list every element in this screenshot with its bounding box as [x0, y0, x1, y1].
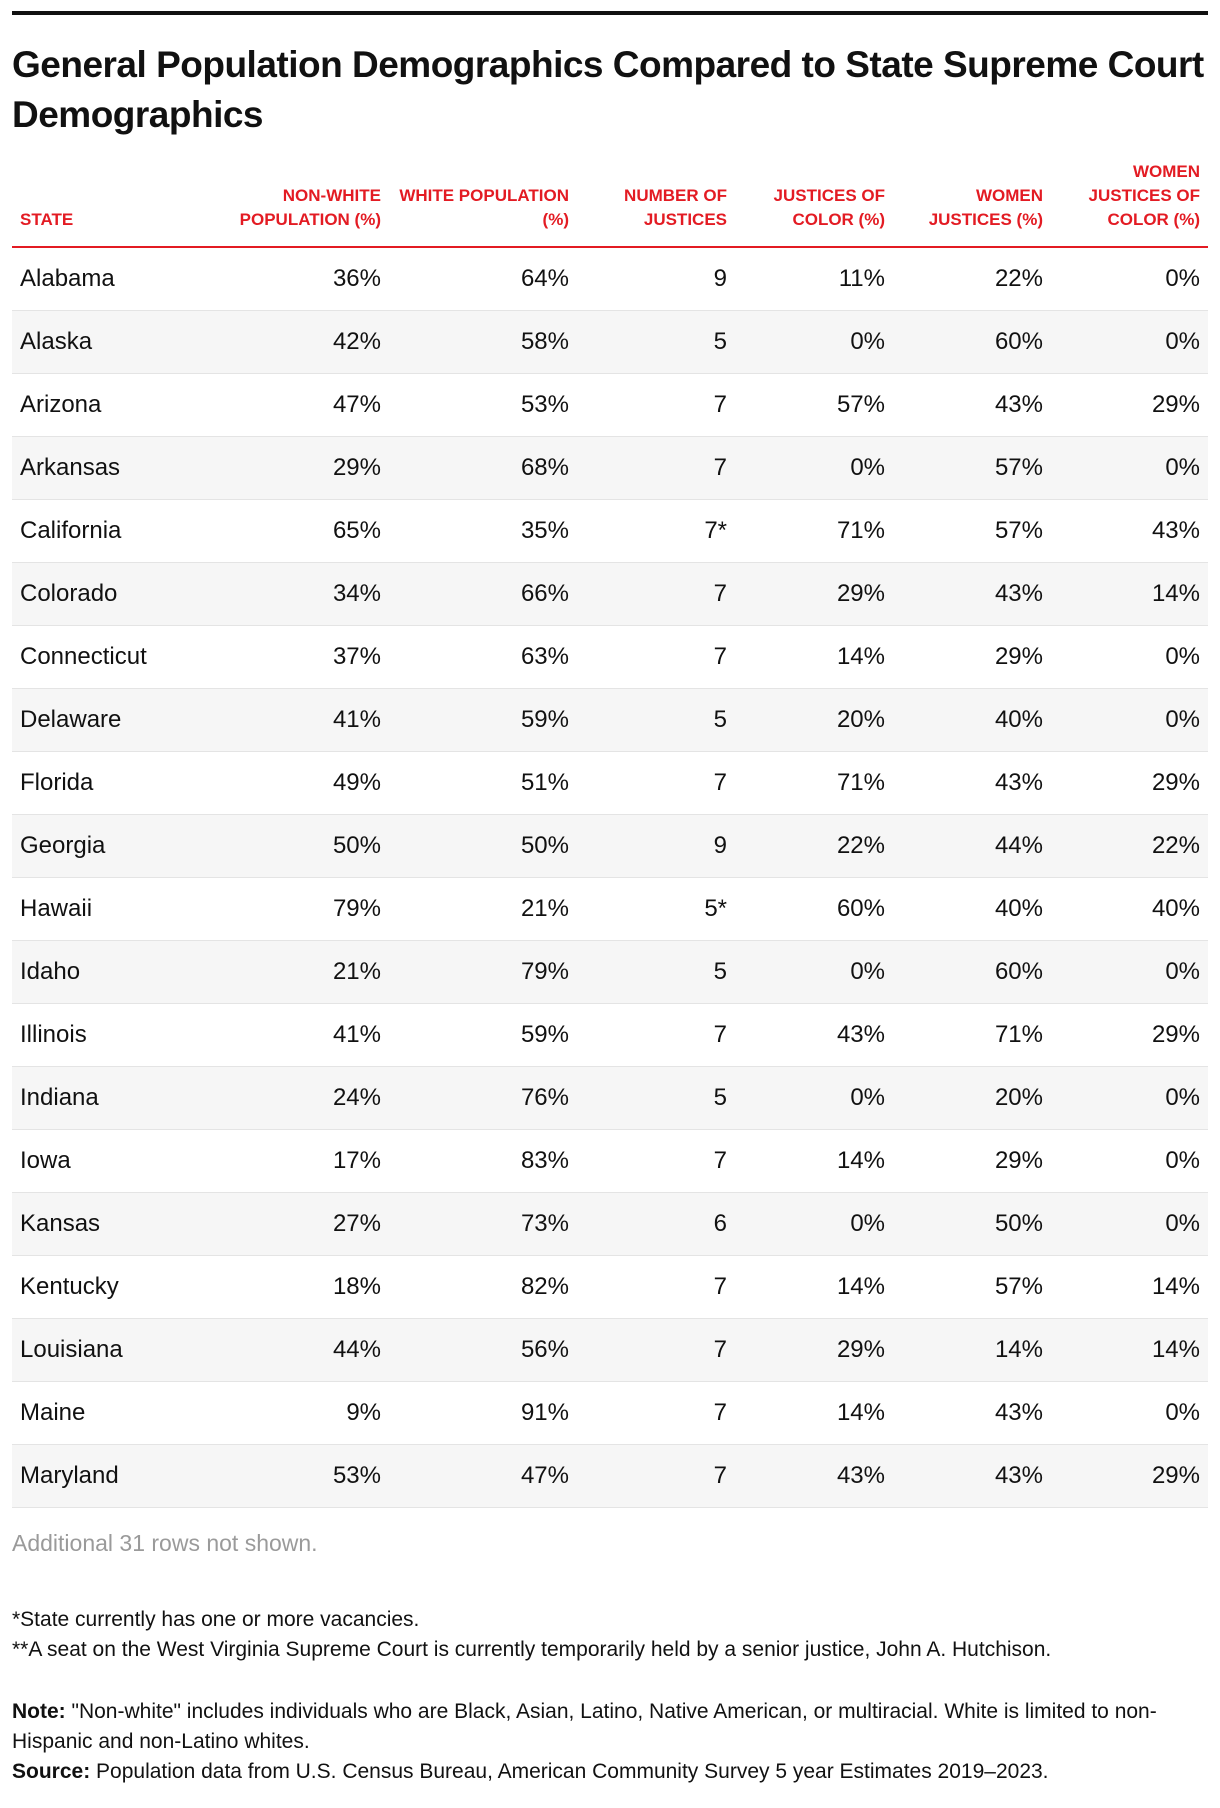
column-header-state[interactable]: STATE — [12, 160, 202, 247]
note — [12, 1697, 1208, 1757]
cell-white: 82% — [389, 1256, 577, 1319]
cell-white: 53% — [389, 374, 577, 437]
table-row — [12, 1193, 1208, 1256]
cell-non-white: 50% — [202, 815, 389, 878]
source-text: Population data from U.S. Census Bureau, American Community Survey 5 year Estimates 2019–2023. — [90, 1760, 1049, 1783]
cell-women-justices: 43% — [893, 563, 1051, 626]
cell-number-of-justices: 5* — [577, 878, 735, 941]
cell-non-white: 65% — [202, 500, 389, 563]
table-row — [12, 1004, 1208, 1067]
cell-justices-of-color: 0% — [735, 311, 893, 374]
cell-women-justices-of-color: 0% — [1051, 1067, 1208, 1130]
cell-women-justices: 44% — [893, 815, 1051, 878]
cell-women-justices: 20% — [893, 1067, 1051, 1130]
cell-non-white: 41% — [202, 689, 389, 752]
cell-women-justices: 43% — [893, 1445, 1051, 1508]
table-row — [12, 941, 1208, 1004]
table-row — [12, 437, 1208, 500]
cell-justices-of-color: 22% — [735, 815, 893, 878]
cell-state: Connecticut — [12, 626, 202, 689]
table-row — [12, 626, 1208, 689]
cell-women-justices: 40% — [893, 689, 1051, 752]
additional-rows-note: Additional 31 rows not shown. — [12, 1530, 318, 1556]
demographics-table — [12, 160, 1208, 1508]
cell-non-white: 27% — [202, 1193, 389, 1256]
table-row — [12, 1067, 1208, 1130]
cell-non-white: 49% — [202, 752, 389, 815]
cell-number-of-justices: 5 — [577, 1067, 735, 1130]
cell-women-justices: 43% — [893, 752, 1051, 815]
cell-white: 59% — [389, 689, 577, 752]
cell-women-justices-of-color: 14% — [1051, 1319, 1208, 1382]
cell-women-justices: 57% — [893, 1256, 1051, 1319]
cell-women-justices: 57% — [893, 500, 1051, 563]
cell-women-justices: 57% — [893, 437, 1051, 500]
cell-women-justices-of-color: 0% — [1051, 626, 1208, 689]
footnotes — [12, 1605, 1208, 1665]
cell-women-justices: 71% — [893, 1004, 1051, 1067]
cell-justices-of-color: 0% — [735, 941, 893, 1004]
cell-white: 21% — [389, 878, 577, 941]
cell-white: 59% — [389, 1004, 577, 1067]
cell-women-justices: 50% — [893, 1193, 1051, 1256]
cell-state: Maryland — [12, 1445, 202, 1508]
table-row — [12, 500, 1208, 563]
cell-women-justices: 29% — [893, 1130, 1051, 1193]
cell-white: 56% — [389, 1319, 577, 1382]
cell-women-justices-of-color: 22% — [1051, 815, 1208, 878]
cell-white: 47% — [389, 1445, 577, 1508]
cell-number-of-justices: 7 — [577, 1319, 735, 1382]
table-row — [12, 878, 1208, 941]
cell-justices-of-color: 14% — [735, 1130, 893, 1193]
cell-women-justices: 60% — [893, 311, 1051, 374]
cell-women-justices: 43% — [893, 374, 1051, 437]
column-header-women-justices-of-color[interactable]: WOMEN JUSTICES OF COLOR (%) — [1051, 160, 1208, 247]
cell-number-of-justices: 7 — [577, 374, 735, 437]
cell-white: 76% — [389, 1067, 577, 1130]
cell-number-of-justices: 5 — [577, 311, 735, 374]
cell-women-justices-of-color: 29% — [1051, 752, 1208, 815]
cell-women-justices: 60% — [893, 941, 1051, 1004]
cell-women-justices: 43% — [893, 1382, 1051, 1445]
cell-white: 68% — [389, 437, 577, 500]
cell-number-of-justices: 7 — [577, 1130, 735, 1193]
cell-state: Delaware — [12, 689, 202, 752]
cell-justices-of-color: 0% — [735, 1067, 893, 1130]
cell-white: 64% — [389, 247, 577, 311]
column-header-white[interactable]: WHITE POPULATION (%) — [389, 160, 577, 247]
cell-state: Alaska — [12, 311, 202, 374]
cell-women-justices: 40% — [893, 878, 1051, 941]
cell-women-justices-of-color: 0% — [1051, 1130, 1208, 1193]
cell-non-white: 9% — [202, 1382, 389, 1445]
table-row — [12, 1382, 1208, 1445]
cell-white: 58% — [389, 311, 577, 374]
cell-number-of-justices: 7 — [577, 626, 735, 689]
cell-women-justices-of-color: 0% — [1051, 311, 1208, 374]
cell-women-justices: 29% — [893, 626, 1051, 689]
cell-state: Arizona — [12, 374, 202, 437]
note-text: "Non-white" includes individuals who are Black, Asian, Latino, Native American, or multiracial. White is limited to non-Hispanic and non-Latino whites. — [12, 1700, 1157, 1753]
cell-white: 51% — [389, 752, 577, 815]
cell-number-of-justices: 5 — [577, 689, 735, 752]
cell-non-white: 17% — [202, 1130, 389, 1193]
cell-justices-of-color: 29% — [735, 563, 893, 626]
cell-women-justices-of-color: 0% — [1051, 437, 1208, 500]
cell-justices-of-color: 43% — [735, 1445, 893, 1508]
cell-state: Arkansas — [12, 437, 202, 500]
note-label: Note: — [12, 1700, 66, 1723]
table-row — [12, 1445, 1208, 1508]
cell-white: 66% — [389, 563, 577, 626]
cell-state: Colorado — [12, 563, 202, 626]
cell-state: Florida — [12, 752, 202, 815]
cell-women-justices-of-color: 0% — [1051, 689, 1208, 752]
source — [12, 1757, 1208, 1787]
cell-number-of-justices: 7 — [577, 1256, 735, 1319]
table-row — [12, 1319, 1208, 1382]
table-header-row — [12, 160, 1208, 247]
column-header-non-white[interactable]: NON-WHITE POPULATION (%) — [202, 160, 389, 247]
cell-justices-of-color: 14% — [735, 626, 893, 689]
page-title: General Population Demographics Compared to State Supreme Court Demographics — [12, 44, 1204, 135]
table-row — [12, 563, 1208, 626]
cell-non-white: 29% — [202, 437, 389, 500]
cell-women-justices-of-color: 29% — [1051, 374, 1208, 437]
cell-women-justices-of-color: 43% — [1051, 500, 1208, 563]
footnote-west-virginia: **A seat on the West Virginia Supreme Court is currently temporarily held by a senior justice, John A. Hutchison. — [12, 1638, 1052, 1661]
table-row — [12, 689, 1208, 752]
table-row — [12, 1256, 1208, 1319]
cell-number-of-justices: 7 — [577, 437, 735, 500]
cell-women-justices-of-color: 0% — [1051, 1382, 1208, 1445]
table-row — [12, 752, 1208, 815]
cell-women-justices-of-color: 0% — [1051, 1193, 1208, 1256]
cell-non-white: 34% — [202, 563, 389, 626]
cell-women-justices-of-color: 0% — [1051, 247, 1208, 311]
cell-justices-of-color: 71% — [735, 752, 893, 815]
cell-non-white: 21% — [202, 941, 389, 1004]
table-row — [12, 374, 1208, 437]
cell-non-white: 44% — [202, 1319, 389, 1382]
cell-state: Kentucky — [12, 1256, 202, 1319]
cell-women-justices-of-color: 29% — [1051, 1445, 1208, 1508]
cell-justices-of-color: 43% — [735, 1004, 893, 1067]
cell-women-justices: 22% — [893, 247, 1051, 311]
cell-white: 91% — [389, 1382, 577, 1445]
cell-justices-of-color: 0% — [735, 437, 893, 500]
cell-state: Kansas — [12, 1193, 202, 1256]
cell-non-white: 42% — [202, 311, 389, 374]
cell-non-white: 18% — [202, 1256, 389, 1319]
cell-state: Indiana — [12, 1067, 202, 1130]
cell-women-justices-of-color: 14% — [1051, 1256, 1208, 1319]
cell-number-of-justices: 7* — [577, 500, 735, 563]
cell-state: Idaho — [12, 941, 202, 1004]
cell-number-of-justices: 7 — [577, 1004, 735, 1067]
table-row — [12, 247, 1208, 311]
cell-number-of-justices: 5 — [577, 941, 735, 1004]
cell-state: Georgia — [12, 815, 202, 878]
cell-justices-of-color: 57% — [735, 374, 893, 437]
cell-non-white: 24% — [202, 1067, 389, 1130]
cell-state: Maine — [12, 1382, 202, 1445]
cell-number-of-justices: 7 — [577, 1445, 735, 1508]
cell-state: Illinois — [12, 1004, 202, 1067]
column-header-justices-of-color[interactable]: JUSTICES OF COLOR (%) — [735, 160, 893, 247]
cell-non-white: 36% — [202, 247, 389, 311]
cell-women-justices-of-color: 14% — [1051, 563, 1208, 626]
cell-state: Louisiana — [12, 1319, 202, 1382]
cell-white: 73% — [389, 1193, 577, 1256]
cell-white: 79% — [389, 941, 577, 1004]
table-row — [12, 1130, 1208, 1193]
top-rule — [12, 11, 1208, 15]
cell-state: Alabama — [12, 247, 202, 311]
column-header-women-justices[interactable]: WOMEN JUSTICES (%) — [893, 160, 1051, 247]
cell-state: Iowa — [12, 1130, 202, 1193]
cell-justices-of-color: 71% — [735, 500, 893, 563]
cell-white: 50% — [389, 815, 577, 878]
cell-women-justices: 14% — [893, 1319, 1051, 1382]
cell-number-of-justices: 6 — [577, 1193, 735, 1256]
cell-non-white: 47% — [202, 374, 389, 437]
cell-number-of-justices: 7 — [577, 1382, 735, 1445]
cell-white: 63% — [389, 626, 577, 689]
cell-non-white: 53% — [202, 1445, 389, 1508]
cell-state: California — [12, 500, 202, 563]
cell-women-justices-of-color: 0% — [1051, 941, 1208, 1004]
cell-non-white: 79% — [202, 878, 389, 941]
cell-white: 35% — [389, 500, 577, 563]
cell-non-white: 37% — [202, 626, 389, 689]
cell-number-of-justices: 9 — [577, 247, 735, 311]
cell-women-justices-of-color: 40% — [1051, 878, 1208, 941]
source-label: Source: — [12, 1760, 91, 1783]
cell-women-justices-of-color: 29% — [1051, 1004, 1208, 1067]
table-row — [12, 815, 1208, 878]
column-header-number-of-justices[interactable]: NUMBER OF JUSTICES — [577, 160, 735, 247]
cell-non-white: 41% — [202, 1004, 389, 1067]
cell-justices-of-color: 14% — [735, 1382, 893, 1445]
cell-justices-of-color: 14% — [735, 1256, 893, 1319]
footnote-vacancies: *State currently has one or more vacancies. — [12, 1608, 420, 1631]
table-row — [12, 311, 1208, 374]
cell-justices-of-color: 0% — [735, 1193, 893, 1256]
cell-justices-of-color: 29% — [735, 1319, 893, 1382]
cell-state: Hawaii — [12, 878, 202, 941]
cell-white: 83% — [389, 1130, 577, 1193]
cell-number-of-justices: 7 — [577, 752, 735, 815]
cell-justices-of-color: 20% — [735, 689, 893, 752]
cell-number-of-justices: 9 — [577, 815, 735, 878]
notes — [12, 1697, 1208, 1787]
cell-justices-of-color: 11% — [735, 247, 893, 311]
cell-number-of-justices: 7 — [577, 563, 735, 626]
cell-justices-of-color: 60% — [735, 878, 893, 941]
